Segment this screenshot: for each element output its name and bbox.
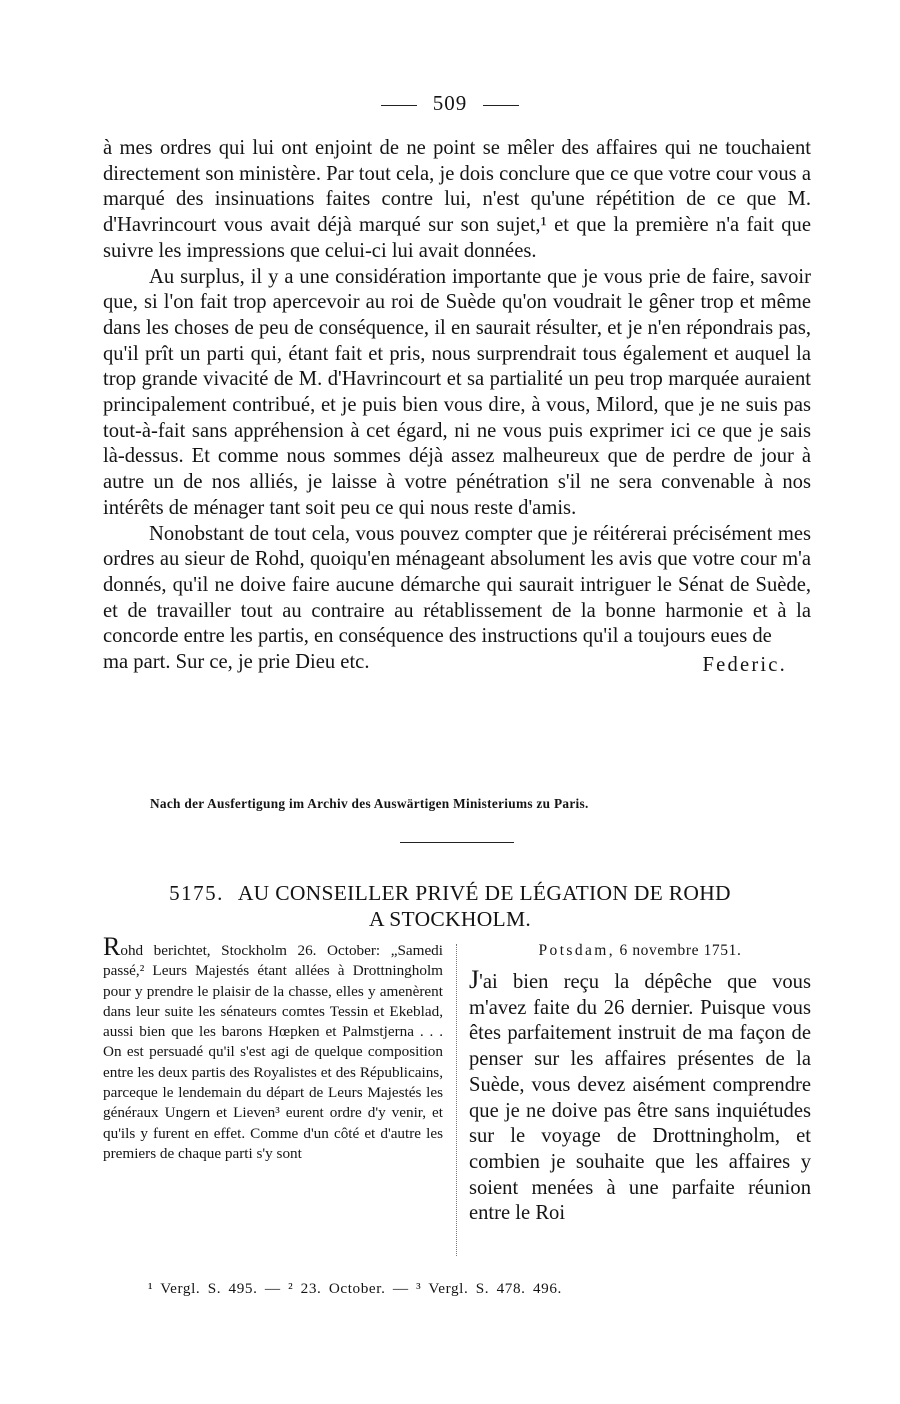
signature: Federic. [702,654,787,677]
document-number: 5175. [169,881,224,905]
report-initial: R [103,932,121,961]
section-divider-rule [400,842,514,843]
paragraph-2: Au surplus, il y a une considération importante que je vous prie de faire, savoir que, si l'on fait trop apercevoir au roi de Suède qu'on voudrait le gêner trop et même dans les choses de peu de conséquence, il en saurait résulter, et je n'en répondrais pas, qu'il prît un parti qui, étant fait et pris, nous surprendrait tous également et auquel la trop grande vivacité de M. d'Havrincourt et sa partialité un peu trop marquée auraient principalement contribué, et je puis bien vous dire, à vous, Milord, que je ne suis pas tout-à-fait sans appréhension à cet égard, ni ne vous puis exprimer ici ce que je sais là-dessus. Et comme nous sommes déjà assez malheureux que de perdre de jour à autre un de nos alliés, je laisse à votre pénétration s'il ne sera convenable à nos intérêts de ménager tant soit peu ce qui nous reste d'amis. [103,265,811,519]
reply-place: Potsdam, [538,942,616,959]
column-divider [456,944,457,1256]
header-dash-right [483,105,519,106]
report-summary-text: ohd berichtet, Stockholm 26. October: „Samedi passé,² Leurs Majestés étant allées à Drottningholm pour y prendre le plaisir de la chasse, elles y amenèrent dans leur suite les sénateurs comtes Tessin et Ekeblad, aussi bien que les barons Hœpken et Palmstjerna . . . On est persuadé qu'il s'est agi de quelque composition entre les deux partis des Royalistes et des Républicains, parceque le lendemain du départ de Leurs Majestés les généraux Ungern et Lieven³ eurent ordre d'y venir, et qu'ils y furent en effet. Comme d'un côté et d'autre les premiers de chaque parti s'y sont [103,942,443,1162]
source-note: Nach der Ausfertigung im Archiv des Auswärtigen Ministeriums zu Paris. [150,796,589,811]
reply-initial: J [469,965,480,994]
reply-body [469,967,811,1227]
closing-line: ma part. Sur ce, je prie Dieu etc. [103,651,370,674]
footnotes: ¹ Vergl. S. 495. — ² 23. October. — ³ Vergl. S. 478. 496. [148,1280,562,1297]
heading-title-line2: A STOCKHOLM. [368,907,532,931]
paragraph-3: Nonobstant de tout cela, vous pouvez compter que je réitérerai précisément mes ordres au sieur de Rohd, quoiqu'en ménageant absolument les avis que votre cour m'a donnés, qu'il ne doive faire aucune démarche qui saurait intriguer le Sénat de Suède, et de travailler tout au contraire au rétablissement de la bonne harmonie et à la concorde entre les partis, en conséquence des instructions qu'il a toujours eues de [103,522,811,648]
reply-text: 'ai bien reçu la dépêche que vous m'avez faite du 26 dernier. Puisque vous êtes parfaitement instruit de ma façon de penser sur les affaires présentes de la Suède, vous devez aisément comprendre que je ne doive pas être sans inquiétudes sur le voyage de Drottningholm, et combien je souhaite que les affaires y soient menées à une parfaite réunion entre le Roi [469,971,811,1225]
paragraph-1: à mes ordres qui lui ont enjoint de ne point se mêler des affaires qui ne touchaient directement son ministère. Par tout cela, je dois conclure que ce que votre cour vous a marqué des insinuations faites contre lui, n'est qu'une répétition de ce que M. d'Havrincourt vous avait déjà marqué sur son sujet,¹ et que la première n'a fait que suivre les impressions que celui-ci lui avait données. [103,137,811,262]
reply-date: 6 novembre 1751. [619,942,742,959]
closing-line-row [103,650,811,676]
page-number: 509 [432,91,468,115]
reply-column [469,941,811,1227]
heading-title-line1: AU CONSEILLER PRIVÉ DE LÉGATION DE ROHD [237,881,731,905]
header-dash-left [381,105,417,106]
reply-dateline [469,941,811,961]
section-heading [100,880,800,932]
report-summary-column [103,932,443,1164]
letter-body [103,136,811,676]
page-header [0,91,900,116]
